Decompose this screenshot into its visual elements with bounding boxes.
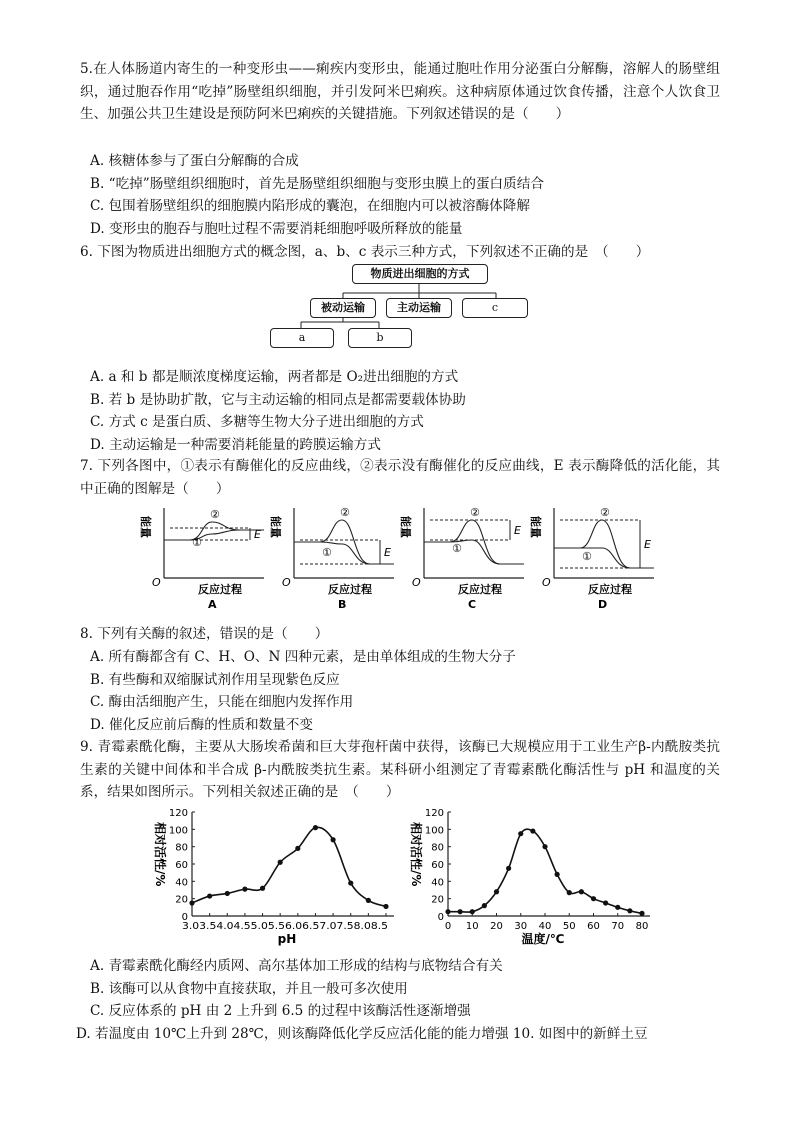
curve-2-label: ② (470, 506, 480, 519)
data-point-1 (207, 893, 212, 898)
panel-label: D (598, 598, 608, 611)
q8-option-b: B. 有些酶和双缩脲试剂作用呈现紫色反应 (90, 672, 340, 688)
x-axis-label: 反应过程 (458, 583, 502, 596)
q6-option-b: B. 若 b 是协助扩散，它与主动运输的相同点是都需要载体协助 (90, 392, 466, 408)
panel-label: B (338, 598, 347, 611)
y-tick-label: 0 (181, 912, 188, 923)
data-point-1 (458, 909, 463, 914)
q7-stem: 7. 下列各图中，①表示有酶催化的反应曲线，②表示没有酶催化的反应曲线，E 表示酶降低的活化能，其中正确的图解是（ ） (80, 458, 720, 497)
x-axis-label: 反应过程 (588, 583, 632, 596)
q9-option-c: C. 反应体系的 pH 由 2 上升到 6.5 的过程中该酶活性逐渐增强 (90, 1003, 471, 1019)
y-tick-label: 80 (175, 842, 188, 854)
origin-label: O (152, 576, 161, 589)
curve-1-label: ① (322, 546, 332, 559)
curve-2 (164, 522, 264, 540)
temperature-activity-chart (400, 806, 660, 948)
data-point-7 (313, 825, 318, 830)
q9-option-a: A. 青霉素酰化酶经内质网、高尔基体加工形成的结构与底物结合有关 (90, 958, 503, 974)
ph-activity-chart (144, 806, 404, 948)
y-tick-label: 40 (431, 877, 444, 889)
data-point-12 (591, 896, 596, 901)
e-label: E (514, 524, 521, 537)
x-tick-label: 10 (465, 921, 479, 932)
y-tick-label: 100 (424, 825, 444, 837)
curve-1 (164, 530, 264, 540)
data-point-0 (445, 909, 450, 914)
data-point-11 (579, 889, 584, 894)
x-tick-label: 50 (562, 921, 576, 932)
curve-1-label: ① (452, 542, 462, 555)
diagram-active-transport: 主动运输 (386, 298, 452, 318)
energy-panel-A (139, 508, 264, 611)
q5-option-d: D. 变形虫的胞吞与胞吐过程不需要消耗细胞呼吸所释放的能量 (90, 221, 463, 237)
q6-option-a: A. a 和 b 都是顺浓度梯度运输，两者都是 O₂进出细胞的方式 (90, 369, 459, 385)
energy-panel-B (269, 506, 394, 611)
q8-stem: 8. 下列有关酶的叙述，错误的是（ ） (80, 626, 329, 642)
x-tick-label: 80 (635, 921, 649, 932)
q8-option-c: C. 酶由活细胞产生，只能在细胞内发挥作用 (90, 694, 354, 710)
data-point-5 (506, 866, 511, 871)
y-tick-label: 20 (431, 894, 444, 906)
curve-2-label: ② (600, 506, 610, 519)
y-axis-label: 相对活性/% (153, 822, 167, 887)
activity-curve (448, 829, 642, 913)
y-tick-label: 20 (175, 894, 188, 906)
data-point-6 (518, 831, 523, 836)
y-tick-label: 100 (168, 825, 188, 837)
data-point-14 (615, 905, 620, 910)
origin-label: O (282, 576, 291, 589)
data-point-10 (366, 898, 371, 903)
q6-option-c: C. 方式 c 是蛋白质、多糖等生物大分子进出细胞的方式 (90, 414, 424, 430)
curve-2-label: ② (340, 506, 350, 519)
x-tick-label: 60 (587, 921, 600, 932)
diagram-method-a: a (270, 328, 334, 348)
data-point-8 (542, 844, 547, 849)
y-axis-label: 能量 (139, 516, 152, 538)
x-tick-label: 70 (611, 921, 625, 932)
curve-1 (554, 548, 654, 568)
origin-label: O (542, 576, 551, 589)
panel-label: C (468, 598, 477, 611)
data-point-8 (330, 837, 335, 842)
x-tick-label: 0 (444, 921, 452, 932)
q8-option-a: A. 所有酶都含有 C、H、O、N 四种元素，是由单体组成的生物大分子 (90, 649, 516, 665)
q6-option-d: D. 主动运输是一种需要消耗能量的跨膜运输方式 (90, 437, 381, 453)
y-tick-label: 40 (175, 877, 188, 889)
data-point-5 (278, 860, 283, 865)
data-point-16 (639, 911, 644, 916)
curve-2-label: ② (210, 508, 220, 521)
data-point-3 (242, 887, 247, 892)
data-point-9 (555, 872, 560, 877)
e-label: E (254, 528, 261, 541)
x-tick-labels: 3.03.54.04.55.05.56.06.57.07.58.08.5 (182, 921, 388, 932)
diagram-method-c: c (462, 298, 528, 318)
data-point-13 (603, 900, 608, 905)
data-point-10 (567, 890, 572, 895)
concept-diagram (268, 262, 530, 352)
energy-panel-D (529, 506, 654, 611)
x-axis-label: pH (277, 932, 297, 946)
y-axis-label: 能量 (269, 516, 282, 538)
y-tick-label: 120 (168, 808, 188, 819)
q8-option-d: D. 催化反应前后酶的性质和数量不变 (90, 717, 313, 733)
data-point-2 (225, 891, 230, 896)
data-point-6 (295, 846, 300, 851)
q9-stem: 9. 青霉素酰化酶，主要从大肠埃希菌和巨大芽孢杆菌中获得，该酶已大规模应用于工业生产β-内酰胺类抗生素的关键中间体和半合成 β-内酰胺类抗生素。某科研小组测定了青霉素酰化酶活性与 pH 和温度的关系，结果如图所示。下列相关叙述正确的是 （ ） (80, 739, 720, 800)
data-point-11 (383, 904, 388, 909)
diagram-method-b: b (348, 328, 412, 348)
curve-1 (424, 540, 524, 564)
y-axis-label: 能量 (399, 516, 412, 538)
y-tick-label: 120 (424, 808, 444, 819)
data-point-7 (530, 828, 535, 833)
y-tick-label: 60 (175, 860, 188, 871)
energy-panel-C (399, 506, 524, 611)
diagram-root: 物质进出细胞的方式 (352, 264, 488, 284)
q5-option-a: A. 核糖体参与了蛋白分解酶的合成 (90, 153, 299, 169)
x-tick-label: 20 (490, 921, 503, 932)
data-point-15 (627, 908, 632, 913)
q5-option-b: B. “吃掉”肠壁组织细胞时，首先是肠壁组织细胞与变形虫膜上的蛋白质结合 (90, 176, 544, 192)
y-axis-label: 相对活性/% (409, 822, 423, 887)
x-axis-label: 反应过程 (328, 583, 372, 596)
q6-stem: 6. 下图为物质进出细胞方式的概念图，a、b、c 表示三种方式，下列叙述不正确的是 （ ） (80, 244, 650, 260)
diagram-passive-transport: 被动运输 (310, 298, 376, 318)
q5-option-c: C. 包围着肠壁组织的细胞膜内陷形成的囊泡，在细胞内可以被溶酶体降解 (90, 198, 530, 214)
x-axis-label: 反应过程 (198, 583, 242, 596)
activity-curve (192, 827, 386, 906)
e-label: E (644, 538, 651, 551)
x-tick-label: 30 (514, 921, 528, 932)
e-label: E (384, 546, 391, 559)
y-tick-label: 80 (431, 842, 444, 854)
curve-1-label: ① (582, 550, 592, 563)
data-point-0 (189, 900, 194, 905)
data-point-4 (260, 886, 265, 891)
y-tick-label: 60 (431, 860, 444, 871)
x-axis-label: 温度/℃ (521, 932, 565, 946)
y-axis-label: 能量 (529, 516, 542, 538)
curve-2 (554, 520, 654, 568)
energy-diagrams (139, 502, 662, 614)
data-point-3 (482, 903, 487, 908)
q5-stem: 5.在人体肠道内寄生的一种变形虫——痢疾内变形虫，能通过胞吐作用分泌蛋白分解酶，溶解人的肠壁组织，通过胞吞作用“吃掉”肠壁组织细胞，并引发阿米巴痢疾。这种病原体通过饮食传播，注意个人饮食卫生、加强公共卫生建设是预防阿米巴痢疾的关键措施。下列叙述错误的是（ ） (80, 61, 720, 122)
q9-option-d: D. 若温度由 10℃上升到 28℃，则该酶降低化学反应活化能的能力增强 10. 如图中的新鲜土豆 (76, 1026, 648, 1042)
panel-label: A (208, 598, 217, 611)
curve-1-label: ① (192, 536, 202, 549)
origin-label: O (412, 576, 421, 589)
curve-1 (294, 542, 394, 564)
q9-option-b: B. 该酶可以从食物中直接获取，并且一般可多次使用 (90, 981, 408, 997)
data-point-4 (494, 889, 499, 894)
x-tick-label: 40 (538, 921, 552, 932)
data-point-2 (470, 909, 475, 914)
y-tick-label: 0 (437, 912, 444, 923)
data-point-9 (348, 880, 353, 885)
